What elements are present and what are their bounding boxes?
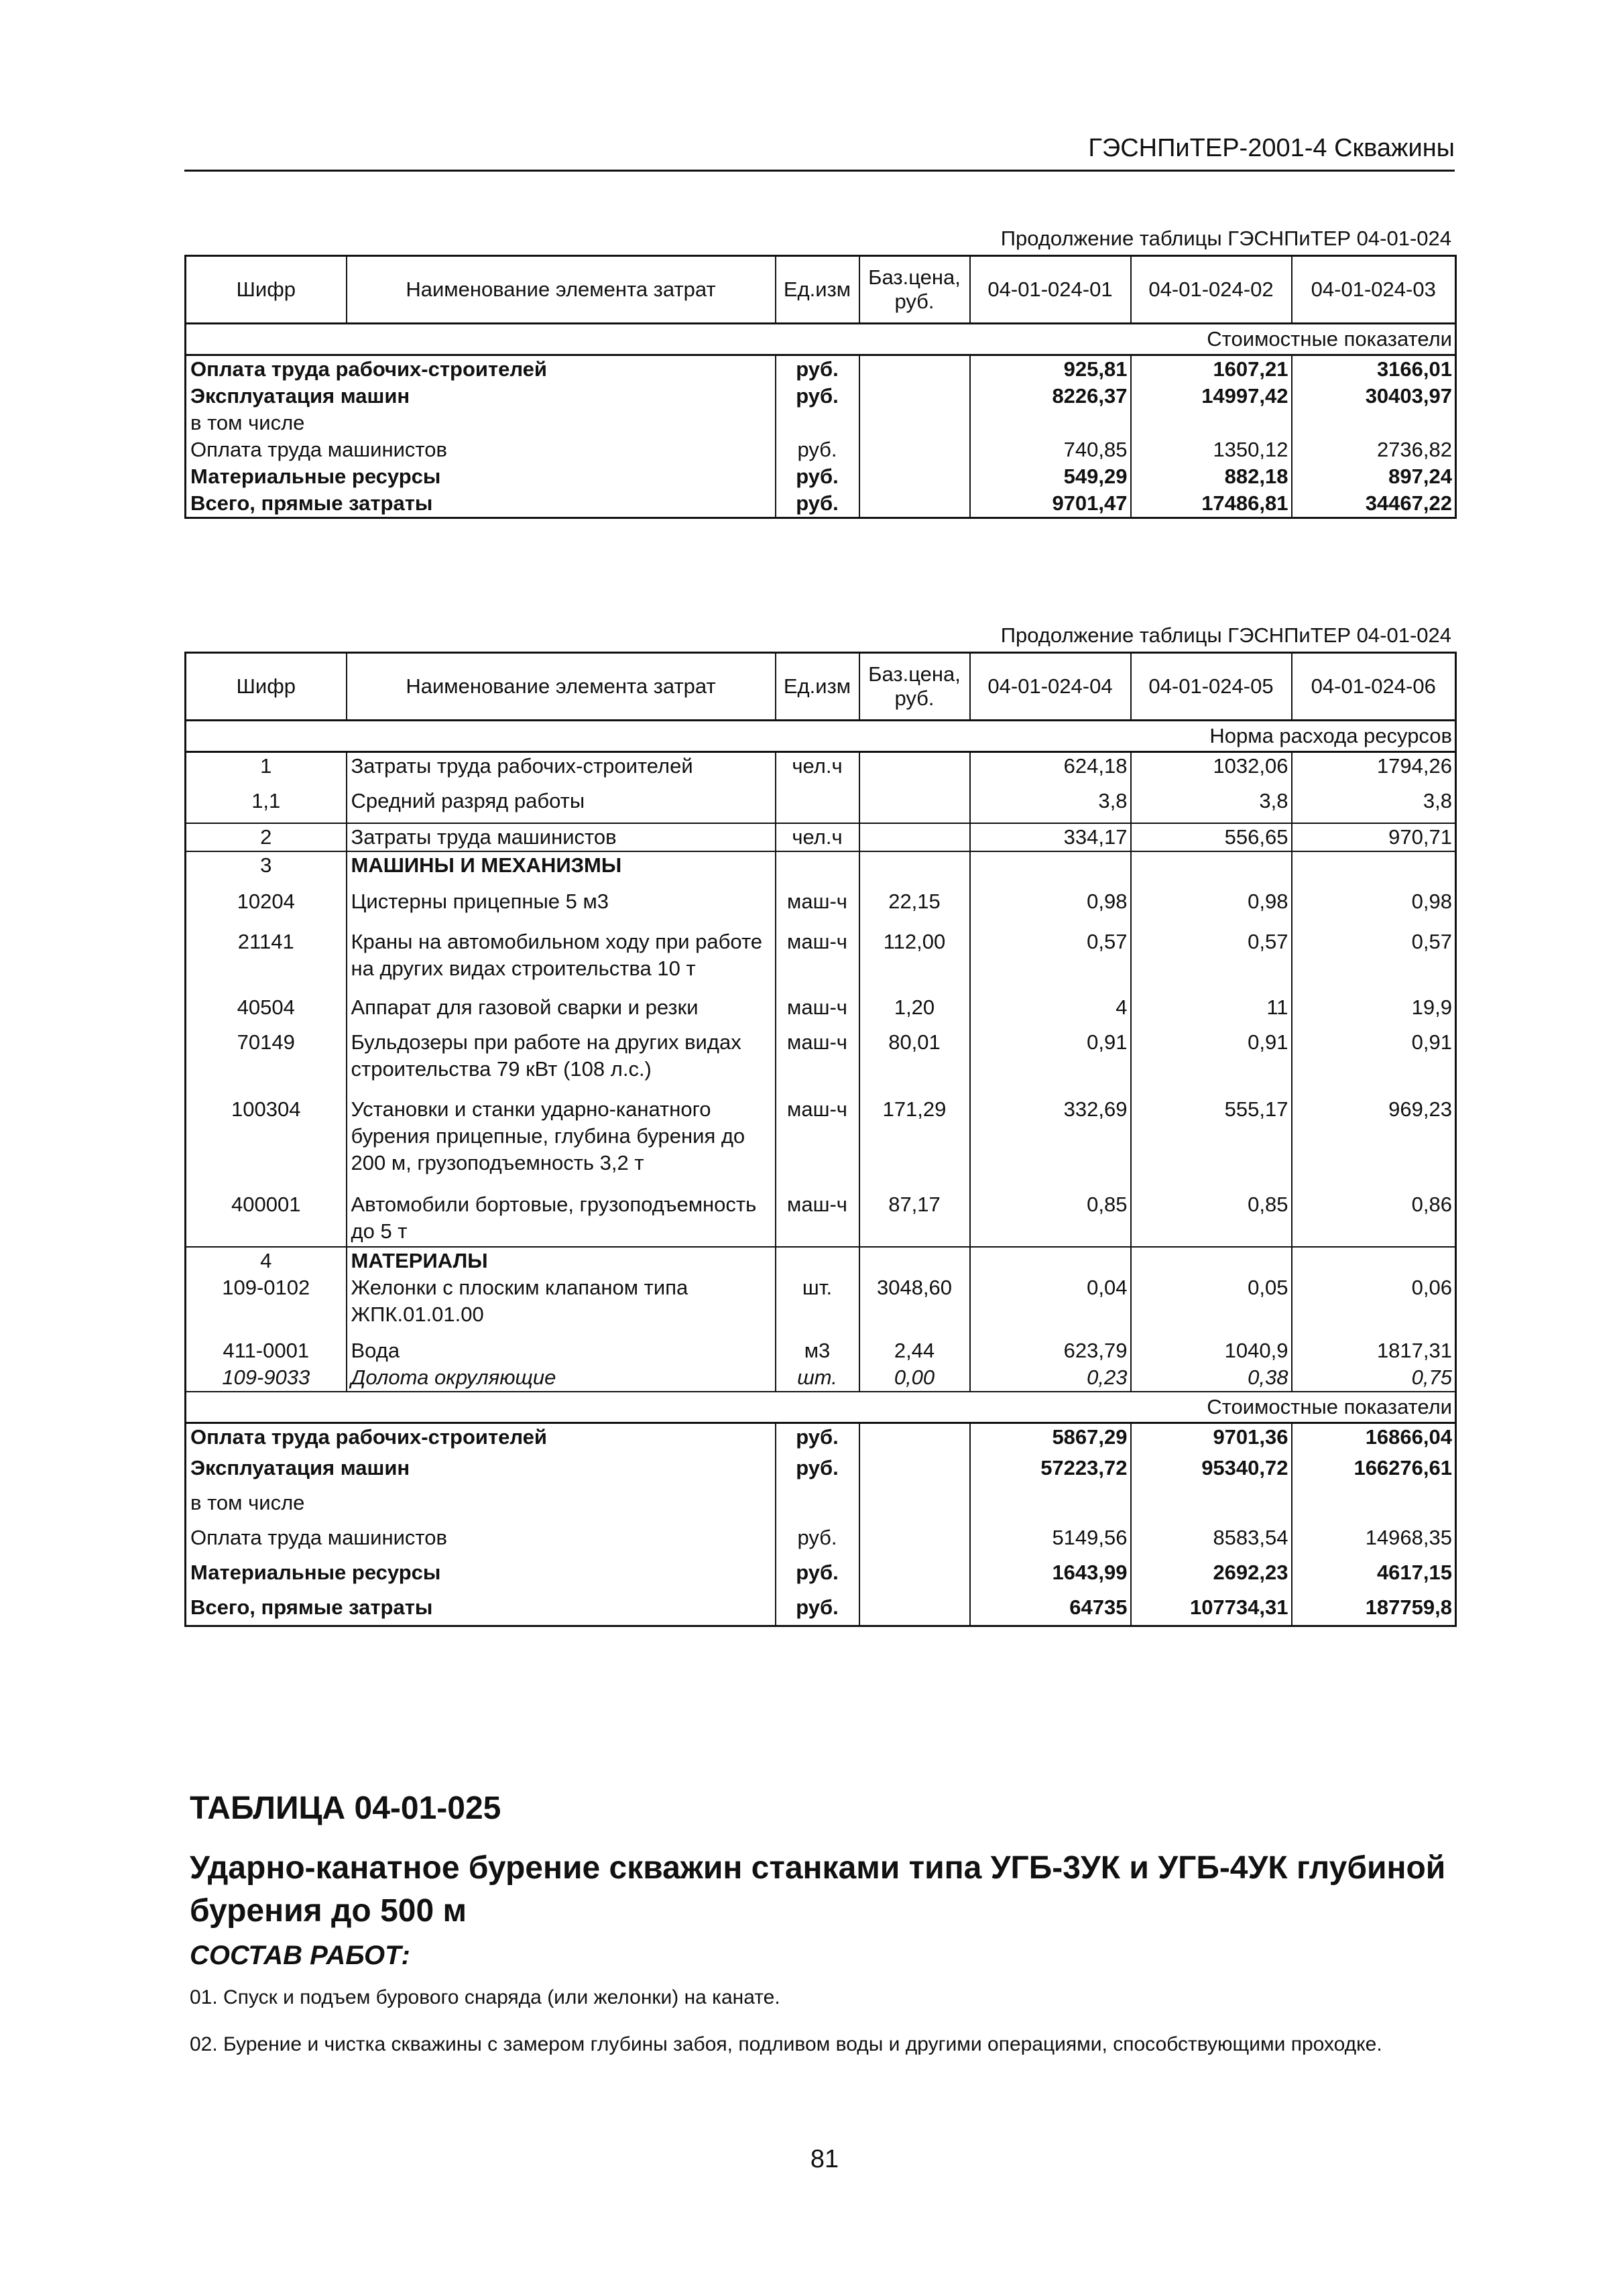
- col-header-v2: 04-01-024-02: [1131, 256, 1292, 324]
- col-header-name: Наименование элемента затрат: [347, 256, 776, 324]
- table-row: Всего, прямые затраты руб. 9701,47 17486,81 34467,22: [186, 490, 1456, 518]
- table-row: 2 Затраты труда машинистов чел.ч 334,17 556,65 970,71: [186, 823, 1456, 851]
- col-header-unit: Ед.изм: [776, 653, 859, 721]
- table1-caption: Продолжение таблицы ГЭСНПиТЕР 04-01-024: [1000, 227, 1451, 250]
- table-row: 40504 Аппарат для газовой сварки и резки маш-ч 1,20 4 11 19,9: [186, 990, 1456, 1029]
- table-row: Оплата труда рабочих-строителей руб. 5867,29 9701,36 16866,04: [186, 1423, 1456, 1451]
- col-header-price: Баз.цена, руб.: [859, 256, 970, 324]
- table-row: в том числе: [186, 1486, 1456, 1520]
- table-row: 21141 Краны на автомобильном ходу при работе на других видах строительства 10 т маш-ч 112,00 0,57 0,57 0,57: [186, 920, 1456, 990]
- table-row: 109-0102 Желонки с плоским клапаном типа ЖПК.01.01.00 шт. 3048,60 0,04 0,05 0,06: [186, 1274, 1456, 1333]
- table-row: Материальные ресурсы руб. 549,29 882,18 897,24: [186, 463, 1456, 490]
- table-row: 10204 Цистерны прицепные 5 м3 маш-ч 22,15 0,98 0,98 0,98: [186, 879, 1456, 920]
- table-row: 411-0001 Вода м3 2,44 623,79 1040,9 1817,31: [186, 1333, 1456, 1364]
- table-row: Оплата труда рабочих-строителей руб. 925,81 1607,21 3166,01: [186, 355, 1456, 383]
- table-row: Всего, прямые затраты руб. 64735 107734,31 187759,8: [186, 1590, 1456, 1626]
- col-header-code: Шифр: [186, 256, 347, 324]
- table-row: в том числе: [186, 410, 1456, 436]
- page-number: 81: [810, 2145, 839, 2173]
- col-header-v1: 04-01-024-01: [970, 256, 1131, 324]
- table-row: 109-9033 Долота окруляющие шт. 0,00 0,23 0,38 0,75: [186, 1364, 1456, 1392]
- table-row: 1,1 Средний разряд работы 3,8 3,8 3,8: [186, 780, 1456, 823]
- table-row: 100304 Установки и станки ударно-канатного бурения прицепные, глубина бурения до 200 м, грузоподъемность 3,2 т маш-ч 171,29 332,69 555,17 969,23: [186, 1092, 1456, 1186]
- table-row: 70149 Бульдозеры при работе на других видах строительства 79 кВт (108 л.с.) маш-ч 80,01 0,91 0,91 0,91: [186, 1029, 1456, 1092]
- table-section-row: 4 МАТЕРИАЛЫ: [186, 1247, 1456, 1274]
- next-table-heading: Ударно-канатное бурение скважин станками типа УГБ-3УК и УГБ-4УК глубиной бурения до 500 м: [190, 1850, 1446, 1929]
- table-section-row: 3 МАШИНЫ И МЕХАНИЗМЫ: [186, 851, 1456, 879]
- table2-band-bottom: Стоимостные показатели: [186, 1392, 1456, 1423]
- col-header-price: Баз.цена, руб.: [859, 653, 970, 721]
- table1-header-row: [186, 256, 1456, 324]
- table-row: Эксплуатация машин руб. 57223,72 95340,72 166276,61: [186, 1451, 1456, 1486]
- table1: [184, 255, 1457, 519]
- table-row: 400001 Автомобили бортовые, грузоподъемность до 5 т маш-ч 87,17 0,85 0,85 0,86: [186, 1186, 1456, 1247]
- table2: [184, 652, 1457, 1627]
- table-row: Материальные ресурсы руб. 1643,99 2692,23 4617,15: [186, 1555, 1456, 1590]
- table1-band: Стоимостные показатели: [186, 324, 1456, 355]
- col-header-v2: 04-01-024-05: [1131, 653, 1292, 721]
- col-header-v3: 04-01-024-03: [1292, 256, 1456, 324]
- table-row: Оплата труда машинистов руб. 740,85 1350,12 2736,82: [186, 436, 1456, 463]
- col-header-name: Наименование элемента затрат: [347, 653, 776, 721]
- running-header: ГЭСНПиТЕР-2001-4 Скважины: [184, 134, 1455, 172]
- work-composition-heading: СОСТАВ РАБОТ:: [190, 1941, 410, 1970]
- table2-caption: Продолжение таблицы ГЭСНПиТЕР 04-01-024: [1000, 623, 1451, 647]
- work-item: 01. Спуск и подъем бурового снаряда (или желонки) на канате.: [190, 1986, 780, 2008]
- col-header-code: Шифр: [186, 653, 347, 721]
- table2-header-row: [186, 653, 1456, 721]
- table2-band-top: Норма расхода ресурсов: [186, 721, 1456, 752]
- table-row: Эксплуатация машин руб. 8226,37 14997,42 30403,97: [186, 383, 1456, 410]
- col-header-v1: 04-01-024-04: [970, 653, 1131, 721]
- table-row: 1 Затраты труда рабочих-строителей чел.ч 624,18 1032,06 1794,26: [186, 752, 1456, 780]
- col-header-v3: 04-01-024-06: [1292, 653, 1456, 721]
- work-item: 02. Бурение и чистка скважины с замером глубины забоя, подливом воды и другими операциями, способствующими проходке.: [190, 2033, 1382, 2055]
- next-table-title: ТАБЛИЦА 04-01-025: [190, 1791, 501, 1826]
- col-header-unit: Ед.изм: [776, 256, 859, 324]
- table-row: Оплата труда машинистов руб. 5149,56 8583,54 14968,35: [186, 1520, 1456, 1555]
